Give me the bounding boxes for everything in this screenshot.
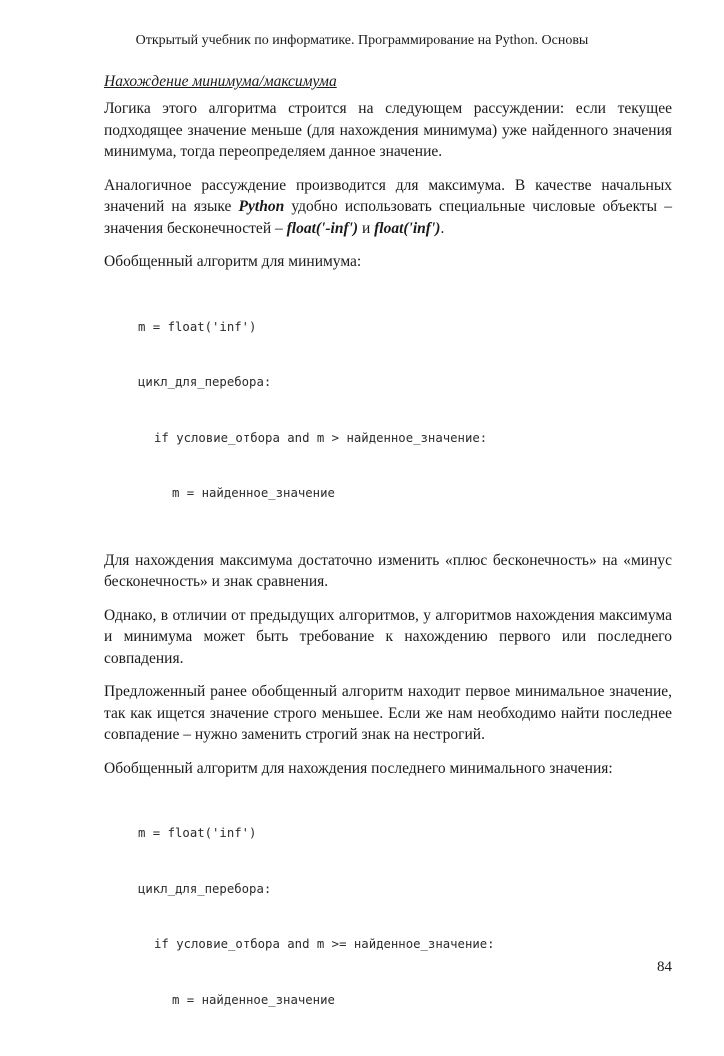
float-neg-inf-term: float('-inf') (286, 219, 359, 237)
paragraph-min-algorithm-intro: Обобщенный алгоритм для минимума: (104, 253, 362, 270)
code-line: m = найденное_значение (172, 992, 335, 1007)
code-line: m = float('inf') (138, 826, 257, 840)
section-title: Нахождение минимума/максимума (104, 73, 337, 90)
page-content (104, 72, 672, 1056)
paragraph-infinity-values (104, 175, 672, 240)
float-pos-inf-term: float('inf') (374, 219, 441, 237)
text-fragment: Аналогичное рассуждение производится для максимума. В качестве начальных значений на языке (104, 176, 672, 215)
code-line: m = найденное_значение (172, 486, 335, 500)
code-line: if условие_отбора and m > найденное_значение: (154, 430, 488, 445)
text-fragment: и (358, 219, 375, 237)
paragraph-first-last-match: Однако, в отличии от предыдущих алгоритмов, у алгоритмов нахождения максимума и минимума может быть требование к нахождению первого или последнего совпадения. (104, 606, 672, 667)
text-fragment: удобно использовать специальные числовые объекты – значения бесконечностей – (104, 198, 672, 237)
paragraph-max-note: Для нахождения максимума достаточно изменить «плюс бесконечность» на «минус бесконечность» и знак сравнения. (104, 551, 672, 590)
code-block-min (138, 281, 672, 540)
code-line: if условие_отбора and m >= найденное_значение: (154, 937, 495, 951)
running-header: Открытый учебник по информатике. Программирование на Python. Основы (135, 33, 589, 48)
paragraph-strict-sign: Предложенный ранее обобщенный алгоритм находит первое минимальное значение, так как ищется значение строго меньшее. Если же нам необходимо найти последнее совпадение – нужно заменить строгий знак на нестрогий. (104, 683, 672, 743)
python-term: Python (238, 198, 285, 215)
paragraph-algorithm-logic: Логика этого алгоритма строится на следующем рассуждении: если текущее подходящее значение меньше (для нахождения минимума) уже найденного значения минимума, тогда переопределяем данное значение. (104, 100, 672, 160)
code-line: m = float('inf') (138, 319, 257, 334)
code-line: цикл_для_перебора: (138, 375, 272, 389)
code-block-last-min (138, 787, 672, 1046)
paragraph-last-min-intro: Обобщенный алгоритм для нахождения последнего минимального значения: (104, 759, 613, 777)
page-number: 84 (657, 959, 672, 975)
code-line: цикл_для_перебора: (138, 881, 272, 896)
text-fragment: . (440, 219, 445, 237)
